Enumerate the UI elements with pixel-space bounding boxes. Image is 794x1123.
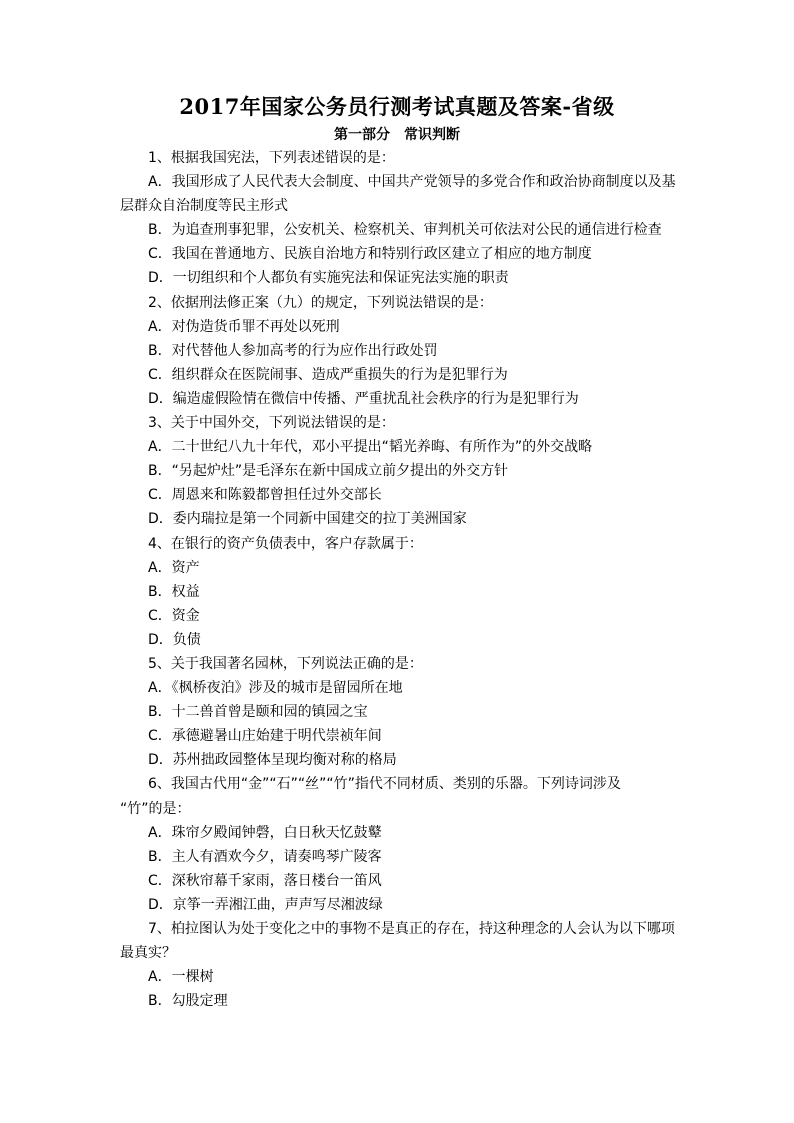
answer-option-line: C．深秋帘幕千家雨，落日楼台一笛风: [148, 872, 382, 889]
answer-option-line: B．为追查刑事犯罪，公安机关、检察机关、审判机关可依法对公民的通信进行检查: [148, 222, 662, 239]
question-stem-line: 3、关于中国外交，下列说法错误的是：: [148, 415, 395, 432]
part-label: 第一部分: [334, 127, 390, 143]
answer-option-line: B．对代替他人参加高考的行为应作出行政处罚: [148, 342, 438, 359]
answer-option-line: A．我国形成了人民代表大会制度、中国共产党领导的多党合作和政治协商制度以及基: [148, 174, 676, 191]
answer-option-line: B．“另起炉灶”是毛泽东在新中国成立前夕提出的外交方针: [148, 463, 509, 480]
question-stem-line: “竹”的是：: [120, 800, 191, 817]
answer-option-line: A．《枫桥夜泊》涉及的城市是留园所在地: [148, 680, 403, 697]
answer-option-line: C．承德避暑山庄始建于明代崇祯年间: [148, 728, 382, 745]
question-3: [120, 411, 680, 531]
question-6: [120, 772, 680, 917]
part-name: 常识判断: [404, 127, 460, 143]
question-list: [120, 146, 680, 1013]
answer-option-line: C．组织群众在医院闹事、造成严重损失的行为是犯罪行为: [148, 366, 508, 383]
answer-option-line: A．珠帘夕殿闻钟磬，白日秋天忆鼓鼙: [148, 824, 382, 841]
question-4: [120, 532, 680, 652]
answer-option-line: B．勾股定理: [148, 993, 228, 1010]
answer-option-line: A．一棵树: [148, 969, 214, 986]
answer-option-line: B．主人有酒欢今夕，请奏鸣琴广陵客: [148, 848, 382, 865]
answer-option-line: D．京筝一弄湘江曲，声声写尽湘波绿: [148, 896, 383, 913]
question-stem-line: 最真实？: [120, 945, 176, 962]
answer-option-line: B．十二兽首曾是颐和园的镇园之宝: [148, 704, 368, 721]
answer-option-line: D．委内瑞拉是第一个同新中国建交的拉丁美洲国家: [148, 511, 467, 528]
question-stem-line: 6、我国古代用“金”“石”“丝”“竹”指代不同材质、类别的乐器。下列诗词涉及: [148, 776, 621, 793]
answer-option-line: A．二十世纪八九十年代，邓小平提出“韬光养晦、有所作为”的外交战略: [148, 439, 593, 456]
question-stem-line: 5、关于我国著名园林，下列说法正确的是：: [148, 655, 423, 672]
question-stem-line: 1、根据我国宪法，下列表述错误的是：: [148, 150, 395, 166]
answer-option-line: C．周恩来和陈毅都曾担任过外交部长: [148, 487, 382, 504]
answer-option-line: 层群众自治制度等民主形式: [120, 198, 288, 215]
answer-option-line: D．编造虚假险情在微信中传播、严重扰乱社会秩序的行为是犯罪行为: [148, 390, 579, 407]
question-stem-line: 4、在银行的资产负债表中，客户存款属于：: [148, 535, 423, 552]
document-title: 2017年国家公务员行测考试真题及答案-省级: [179, 94, 615, 119]
answer-option-line: A．资产: [148, 559, 200, 576]
answer-option-line: D．苏州拙政园整体呈现均衡对称的格局: [148, 752, 397, 769]
answer-option-line: C．资金: [148, 607, 200, 624]
question-1: [120, 146, 680, 291]
answer-option-line: B．权益: [148, 583, 200, 600]
section-heading: [0, 125, 794, 145]
question-7: [120, 917, 680, 1013]
question-5: [120, 652, 680, 772]
question-stem-line: 2、依据刑法修正案（九）的规定，下列说法错误的是：: [148, 294, 493, 311]
answer-option-line: D．负债: [148, 631, 201, 648]
answer-option-line: D．一切组织和个人都负有实施宪法和保证宪法实施的职责: [148, 270, 509, 287]
question-2: [120, 291, 680, 411]
question-stem-line: 7、柏拉图认为处于变化之中的事物不是真正的存在，持这种理念的人会认为以下哪项: [148, 921, 675, 937]
answer-option-line: A．对伪造货币罪不再处以死刑: [148, 318, 340, 335]
answer-option-line: C．我国在普通地方、民族自治地方和特别行政区建立了相应的地方制度: [148, 246, 592, 263]
